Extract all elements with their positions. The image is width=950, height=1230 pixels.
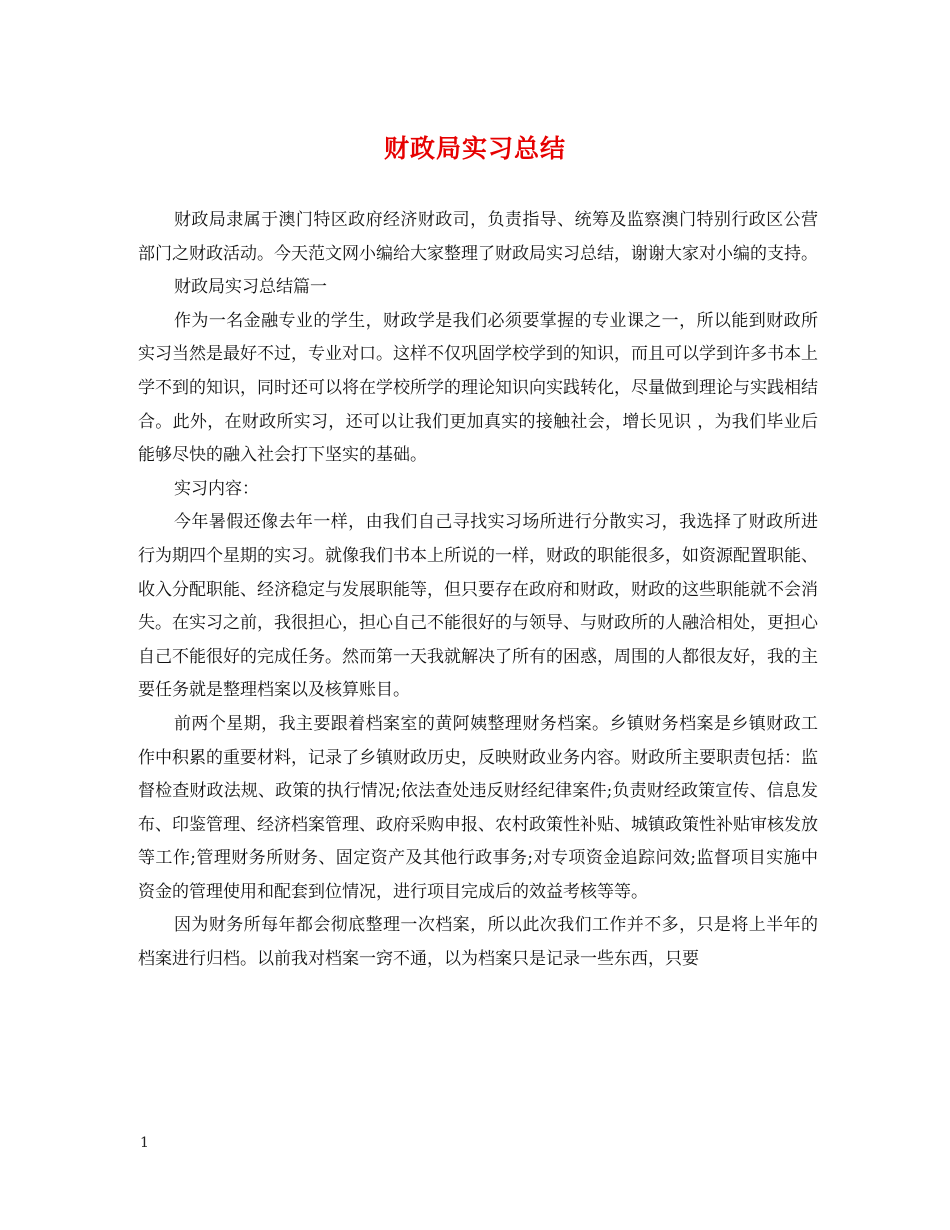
section-heading: 财政局实习总结篇一: [174, 277, 327, 298]
document-body: [138, 204, 818, 977]
paragraph: 前两个星期，我主要跟着档案室的黄阿姨整理财务档案。乡镇财务档案是乡镇财政工作中积累的重要材料，记录了乡镇财政历史，反映财政业务内容。财政所主要职责包括：监督检查财政法规、政策的执行情况;依法查处违反财经纪律案件;负责财经政策宣传、信息发布、印鉴管理、经济档案管理、政府采购申报、农村政策性补贴、城镇政策性补贴审核发放等工作;管理财务所财务、固定资产及其他行政事务;对专项资金追踪问效;监督项目实施中资金的管理使用和配套到位情况，进行项目完成后的效益考核等等。: [138, 713, 818, 902]
subsection-heading: 实习内容：: [174, 478, 259, 499]
paragraph: 今年暑假还像去年一样，由我们自己寻找实习场所进行分散实习，我选择了财政所进行为期四个星期的实习。就像我们书本上所说的一样，财政的职能很多，如资源配置职能、收入分配职能、经济稳定与发展职能等，但只要存在政府和财政，财政的这些职能就不会消失。在实习之前，我很担心，担心自己不能很好的与领导、与财政所的人融洽相处，更担心自己不能很好的完成任务。然而第一天我就解决了所有的困惑，周围的人都很友好，我的主要任务就是整理档案以及核算账目。: [138, 512, 818, 701]
paragraph: 因为财务所每年都会彻底整理一次档案，所以此次我们工作并不多，只是将上半年的档案进行归档。以前我对档案一窍不通，以为档案只是记录一些东西，只要: [138, 915, 818, 970]
page-number: 1: [140, 1135, 149, 1151]
page-title: 财政局实习总结: [383, 134, 566, 163]
paragraph: 作为一名金融专业的学生，财政学是我们必须要掌握的专业课之一，所以能到财政所实习当然是最好不过，专业对口。这样不仅巩固学校学到的知识，而且可以学到许多书本上学不到的知识，同时还可以将在学校所学的理论知识向实践转化，尽量做到理论与实践相结合。此外，在财政所实习，还可以让我们更加真实的接触社会，增长见识 ，为我们毕业后能够尽快的融入社会打下坚实的基础。: [138, 310, 818, 466]
paragraph-intro: 财政局隶属于澳门特区政府经济财政司，负责指导、统筹及监察澳门特别行政区公营部门之财政活动。今天范文网小编给大家整理了财政局实习总结，谢谢大家对小编的支持。: [138, 210, 818, 264]
